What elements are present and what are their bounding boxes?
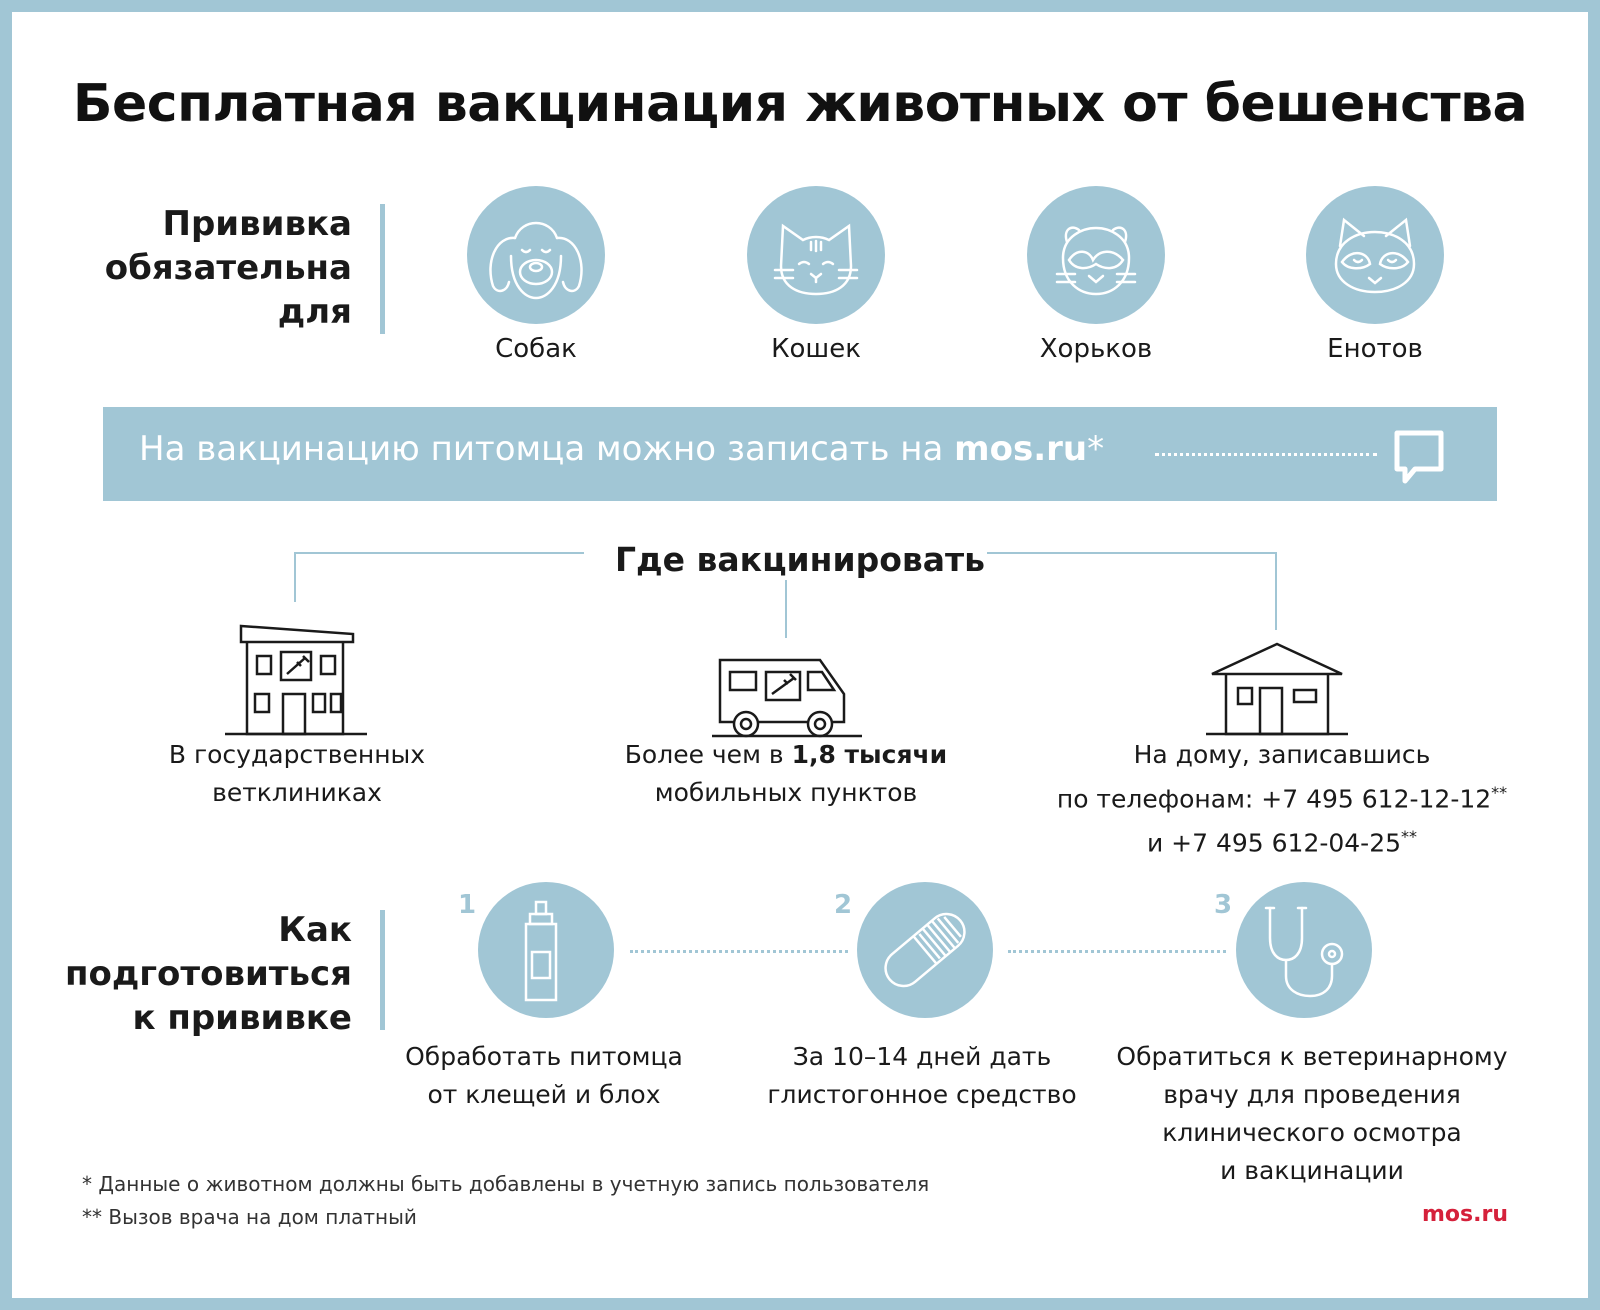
- step-line: клинического осмотра: [1162, 1118, 1462, 1147]
- footnote-mark: **: [1491, 783, 1508, 802]
- cat-icon: [747, 186, 885, 324]
- step-text: [752, 1038, 1092, 1114]
- step-connector: [630, 950, 848, 953]
- vaccine-heading: [52, 202, 352, 334]
- clinic-building-icon: [217, 612, 377, 742]
- vaccine-heading-line: обязательна: [104, 248, 352, 288]
- step-number: 1: [458, 890, 477, 920]
- banner-footnote-mark: *: [1087, 429, 1105, 469]
- place-line: [586, 736, 986, 774]
- step-line: Обработать питомца: [405, 1042, 683, 1071]
- pill-capsule-icon: [857, 882, 993, 1018]
- section-divider-bar: [380, 204, 385, 334]
- step-text: [1112, 1038, 1512, 1190]
- ferret-icon: [1027, 186, 1165, 324]
- prepare-heading: [32, 908, 352, 1040]
- prepare-heading-line: Как: [278, 910, 352, 950]
- dog-icon: [467, 186, 605, 324]
- banner-site-link[interactable]: mos.ru: [954, 429, 1088, 469]
- place-text-part: Более чем в: [624, 740, 792, 769]
- raccoon-icon: [1306, 186, 1444, 324]
- mobile-van-icon: [712, 652, 862, 742]
- connector-line: [785, 580, 787, 638]
- step-line: от клещей и блох: [427, 1080, 661, 1109]
- mos-ru-logo[interactable]: mos.ru: [1422, 1202, 1509, 1227]
- place-text: [586, 736, 986, 812]
- infographic-card: [12, 12, 1588, 1298]
- step-line: и вакцинации: [1220, 1156, 1404, 1185]
- spray-bottle-icon: [478, 882, 614, 1018]
- banner-text-main: На вакцинацию питомца можно записать на: [139, 429, 955, 469]
- house-icon: [1202, 640, 1352, 740]
- animal-label: Енотов: [1327, 334, 1423, 364]
- stethoscope-icon: [1236, 882, 1372, 1018]
- step-line: врачу для проведения: [1163, 1080, 1461, 1109]
- place-line: На дому, записавшись: [1133, 740, 1431, 769]
- place-line: ветклиниках: [212, 778, 382, 807]
- footnote: * Данные о животном должны быть добавлены в учетную запись пользователя: [82, 1172, 930, 1196]
- page-title: Бесплатная вакцинация животных от бешенства: [72, 74, 1528, 134]
- vaccine-heading-line: Прививка: [162, 204, 352, 244]
- mobile-points-count: 1,8 тысячи: [791, 740, 948, 769]
- animal-label: Кошек: [771, 334, 861, 364]
- place-line: [1022, 818, 1542, 862]
- speech-bubble-icon: [1393, 429, 1445, 489]
- section-divider-bar: [380, 910, 385, 1030]
- where-title: Где вакцинировать: [614, 540, 986, 579]
- place-line: мобильных пунктов: [654, 778, 918, 807]
- prepare-heading-line: подготовиться: [64, 954, 352, 994]
- step-text: [382, 1038, 706, 1114]
- place-line: В государственных: [168, 740, 426, 769]
- place-line: [1022, 774, 1542, 818]
- phone-number[interactable]: по телефонам: +7 495 612-12-12: [1056, 784, 1492, 814]
- footnote: ** Вызов врача на дом платный: [82, 1205, 417, 1229]
- animal-label: Собак: [495, 334, 577, 364]
- step-line: Обратиться к ветеринарному: [1116, 1042, 1508, 1071]
- step-number: 3: [1214, 890, 1233, 920]
- banner-dotted-line: [1155, 453, 1377, 456]
- place-text: [132, 736, 462, 812]
- prepare-heading-line: к прививке: [132, 998, 352, 1038]
- footnote-mark: **: [1401, 827, 1418, 847]
- step-number: 2: [834, 890, 853, 920]
- mos-signup-banner[interactable]: [103, 407, 1497, 501]
- step-line: глистогонное средство: [767, 1080, 1077, 1109]
- phone-number[interactable]: и +7 495 612-04-25: [1146, 828, 1402, 858]
- place-text: [1022, 736, 1542, 863]
- animal-label: Хорьков: [1039, 334, 1153, 364]
- step-connector: [1008, 950, 1226, 953]
- step-line: За 10–14 дней дать: [792, 1042, 1052, 1071]
- banner-text: [139, 429, 1104, 469]
- vaccine-heading-line: для: [277, 292, 352, 332]
